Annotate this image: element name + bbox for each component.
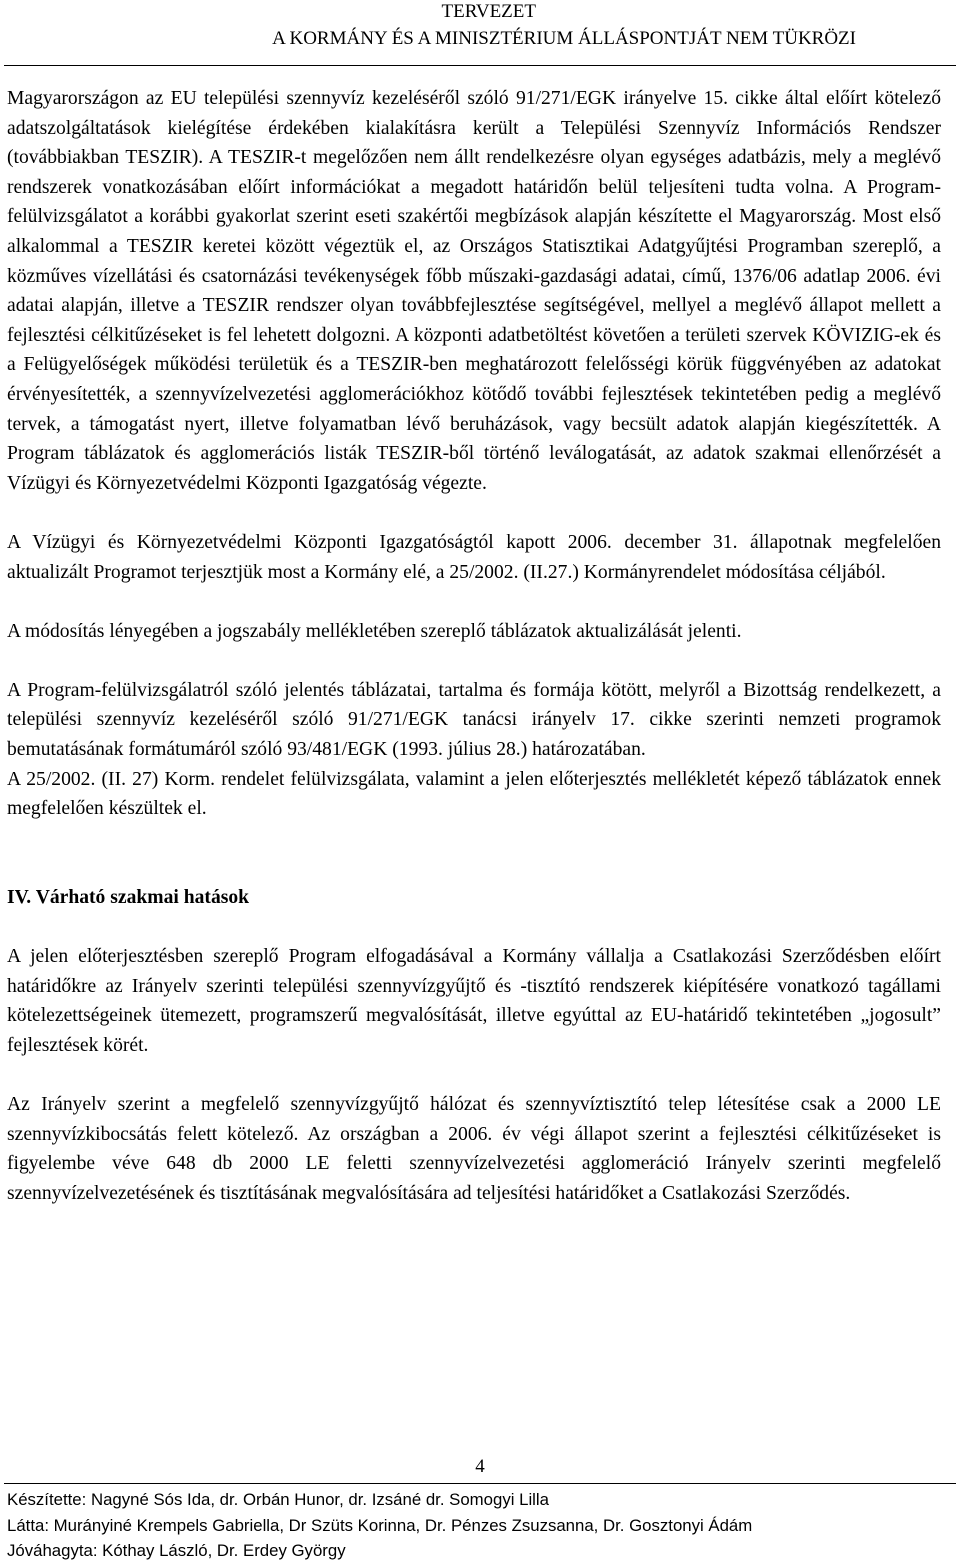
document-body xyxy=(7,84,941,1208)
paragraph-expected-effects: A jelen előterjesztésben szereplő Program elfogadásával a Kormány vállalja a Csatlakozási Szerződésben előírt határidőkre az Irányelv szerinti települési szennyvízgyűjtő és -tisztító rendszerek kiépítésére vonatkozó tagállami kötelezettségeinek ütemezett, programszerű megvalósítását, illetve egyúttal az EU-határidő tekintetében „jogosult” fejlesztések körét. xyxy=(7,946,941,1056)
paragraph-report-tables: A Program-felülvizsgálatról szóló jelentés táblázatai, tartalma és formája kötött, melyről a Bizottság rendelkezett, a települési szennyvíz kezeléséről szóló 91/271/EGK tanácsi irányelv 17. cikke szerinti nemzeti programok bemutatásának formátumáról szóló 93/481/EGK (1993. július 28.) határozatában. xyxy=(7,679,941,761)
footer-approved-by: Jóváhagyta: Kóthay László, Dr. Erdey György xyxy=(7,1541,346,1560)
paragraph-directive: Az Irányelv szerint a megfelelő szennyvízgyűjtő hálózat és szennyvíztisztító telep létesítése csak a 2000 LE szennyvízkibocsátás felett kötelező. Az országban a 2006. év végi állapot szerint a fejlesztési célkitűzéseket is figyelembe véve 648 db 2000 LE feletti szennyvízelvezetési agglomeráció Irányelv szerinti megfelelő szennyvízelvezetésének és tisztításának megvalósítására ad teljesítési határidőket a Csatlakozási Szerződés. xyxy=(7,1094,941,1204)
document-footer xyxy=(7,1487,947,1564)
footer-divider xyxy=(4,1483,956,1484)
footer-prepared-by: Készítette: Nagyné Sós Ida, dr. Orbán Hunor, dr. Izsáné dr. Somogyi Lilla xyxy=(7,1490,549,1509)
paragraph-teszir: Magyarországon az EU települési szennyvíz kezeléséről szóló 91/271/EGK irányelve 15. cikke által előírt kötelező adatszolgáltatások kielégítése érdekében kialakításra került a Települési Szennyvíz Információs Rendszer (továbbiakban TESZIR). A TESZIR-t megelőzően nem állt rendelkezésre olyan egységes adatbázis, mely a meglévő rendszerek vonatkozásában előírt információkat a megadott határidőn belül teljesíteni tudta volna. A Program-felülvizsgálatot a korábbi gyakorlat szerint eseti szakértői megbízások alapján készítette el Magyarország. Most első alkalommal a TESZIR keretei között végeztük el, az Országos Statisztikai Adatgyűjtési Programban szereplő, a közműves vízellátási és csatornázási tevékenységek főbb műszaki-gazdasági adatai, című, 1376/06 adatlap 2006. évi adatai alapján, illetve a TESZIR rendszer olyan továbbfejlesztése segítségével, mellyel a meglévő állapot mellett a fejlesztési célkitűzéseket is fel lehetett dolgozni. A központi adatbetöltést követően a területi szervek KÖVIZIG-ek és a Felügyelőségek működési területük és a TESZIR-ben meghatározott felelősségi körük függvényében az adatokat érvényesítették, a szennyvízelvezetési agglomerációkhoz kötődő további fejlesztések tekintetében pedig a meglévő tervek, a támogatást nyert, illetve folyamatban lévő beruházások, vagy becsült adatok alapján kiegészítették. A Program táblázatok és agglomerációs listák TESZIR-ből történő leválogatását, az adatok szakmai ellenőrzését a Vízügyi és Környezetvédelmi Központi Igazgatóság végezte. xyxy=(7,88,941,494)
paragraph-program-update: A Vízügyi és Környezetvédelmi Központi Igazgatóságtól kapott 2006. december 31. állapotnak megfelelően aktualizált Programot terjesztjük most a Kormány elé, a 25/2002. (II.27.) Kormányrendelet módosítása céljából. xyxy=(7,531,941,583)
page-number: 4 xyxy=(475,1456,485,1477)
paragraph-regulation-review: A 25/2002. (II. 27) Korm. rendelet felülvizsgálata, valamint a jelen előterjesztés mellékletét képező táblázatok ennek megfelelően készültek el. xyxy=(7,768,941,820)
footer-reviewed-by: Látta: Murányiné Krempels Gabriella, Dr Szüts Korinna, Dr. Pénzes Zsuzsanna, Dr. Gosztonyi Ádám xyxy=(7,1515,753,1535)
disclaimer-label: A KORMÁNY ÉS A MINISZTÉRIUM ÁLLÁSPONTJÁT NEM TÜKRÖZI xyxy=(272,28,856,49)
draft-label: TERVEZET xyxy=(441,1,536,22)
header-divider xyxy=(4,65,956,66)
section-heading: IV. Várható szakmai hatások xyxy=(7,886,250,908)
paragraph-amendment: A módosítás lényegében a jogszabály mellékletében szereplő táblázatok aktualizálását jelenti. xyxy=(7,620,742,642)
